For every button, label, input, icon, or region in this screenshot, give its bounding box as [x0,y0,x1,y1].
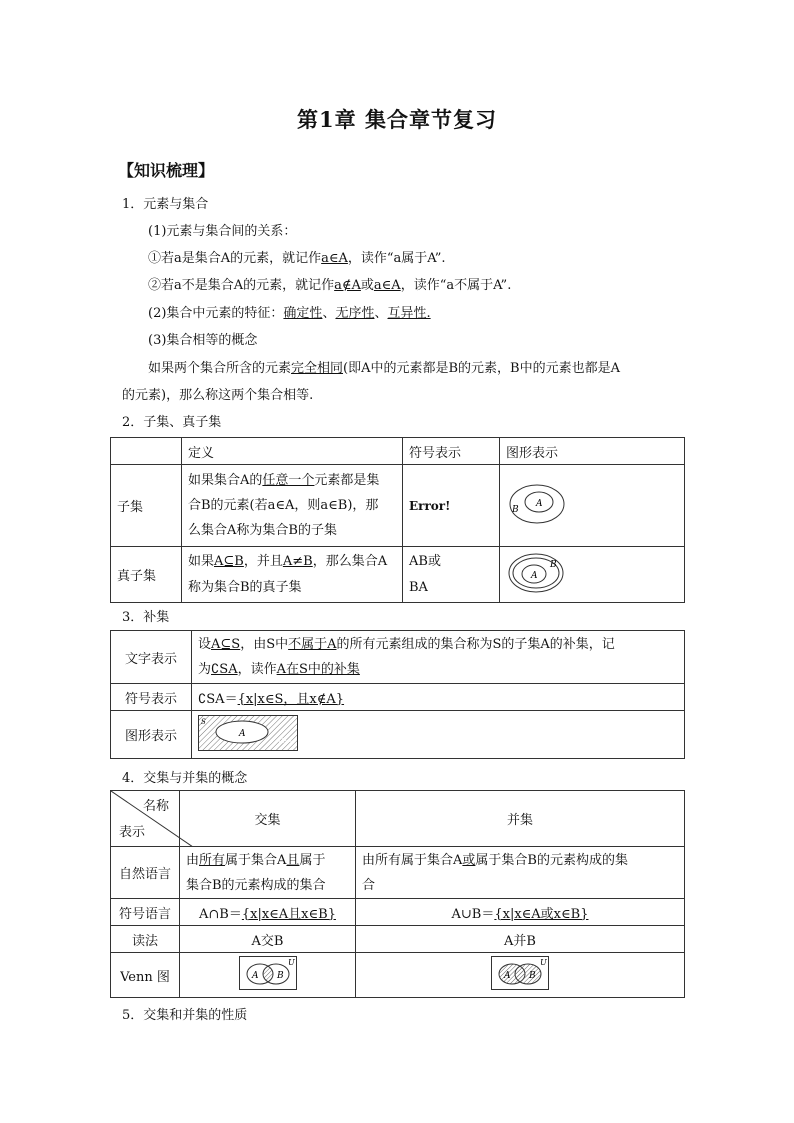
venn-label-a: A [536,498,543,509]
col-union: 并集 [356,791,685,847]
col-definition: 定义 [182,438,403,465]
s1-p1: (1)元素与集合间的关系： [148,224,297,239]
subset-venn-diagram [506,482,566,526]
intersection-symbol: A∩B＝{x|x∈A且x∈B} [180,899,356,926]
row-venn: Venn 图 [111,953,180,998]
fig-label-complement: ∁SA [278,736,293,745]
s1-p5: (3)集合相等的概念 [148,333,258,348]
col-figure: 图形表示 [500,438,685,465]
row-symbol: 符号表示 [111,684,192,711]
subset-definition: 如果集合A的任意一个元素都是集 合B的元素(若a∈A，则a∈B)，那 么集合A称为集合B的子集 [182,465,403,547]
venn-u: U [540,958,547,967]
fig-label-a: A [239,728,246,739]
col-symbol: 符号表示 [403,438,500,465]
complement-table [110,630,685,759]
section-heading: 【知识梳理】 [118,161,215,180]
complement-symbol: ∁SA＝{x|x∈S，且x∉A} [192,684,685,711]
corner-bottom: 表示 [119,825,146,840]
union-reading: A并B [356,926,685,953]
proper-subset-venn [500,547,685,603]
col-intersection: 交集 [180,791,356,847]
intersection-reading: A交B [180,926,356,953]
union-venn [356,953,685,998]
union-symbol: A∪B＝{x|x∈A或x∈B} [356,899,685,926]
s5-title: 5．交集和并集的性质 [122,1008,248,1023]
intersection-natural: 由所有属于集合A且属于 集合B的元素构成的集合 [180,847,356,899]
venn-label-b: B [512,504,519,515]
intersection-venn-diagram [239,956,297,990]
row-symbolic: 符号语言 [111,899,180,926]
page-title: 第1章 集合章节复习 [297,107,497,132]
subset-table [110,437,685,603]
s1-p7: 的元素)，那么称这两个集合相等. [122,388,314,403]
complement-figure [192,711,685,759]
s3-title: 3．补集 [122,610,170,625]
s4-title: 4．交集与并集的概念 [122,771,248,786]
proper-subset-symbol: AB或 BA [403,547,500,603]
row-figure: 图形表示 [111,711,192,759]
complement-diagram [198,715,298,751]
s1-p4: (2)集合中元素的特征：确定性、无序性、互异性. [148,306,431,321]
union-natural: 由所有属于集合A或属于集合B的元素构成的集 合 [356,847,685,899]
venn-u: U [287,958,295,967]
s1-title: 1．元素与集合 [122,197,209,212]
proper-subset-definition: 如果A⊆B，并且A≠B，那么集合A 称为集合B的真子集 [182,547,403,603]
venn-b: B [529,971,536,981]
fig-label-s: S [201,717,206,726]
row-subset: 子集 [111,465,182,547]
subset-venn [500,465,685,547]
s2-title: 2．子集、真子集 [122,415,222,430]
venn-b: B [276,971,284,981]
venn-label-a: A [531,570,538,581]
union-venn-diagram [491,956,549,990]
intersection-venn [180,953,356,998]
venn-a: A [504,971,511,981]
subset-symbol: Error! [403,465,500,547]
venn-label-b: B [550,559,557,570]
s1-p2: ①若a是集合A的元素，就记作a∈A，读作“a属于A”. [148,251,446,266]
s1-p6: 如果两个集合所含的元素完全相同(即A中的元素都是B的元素，B中的元素也都是A [148,361,620,376]
intersection-union-table [110,790,685,998]
row-natural: 自然语言 [111,847,180,899]
row-reading: 读法 [111,926,180,953]
venn-a: A [251,971,258,981]
proper-subset-venn-diagram [506,551,566,595]
row-text: 文字表示 [111,631,192,684]
corner-top: 名称 [142,799,169,814]
complement-text: 设A⊆S，由S中不属于A的所有元素组成的集合称为S的子集A的补集，记 为∁SA，读作A在S中的补集 [192,631,685,684]
row-proper-subset: 真子集 [111,547,182,603]
corner-cell [111,791,180,847]
s1-p3: ②若a不是集合A的元素，就记作a∉A或a∈A，读作“a不属于A”. [148,278,512,293]
